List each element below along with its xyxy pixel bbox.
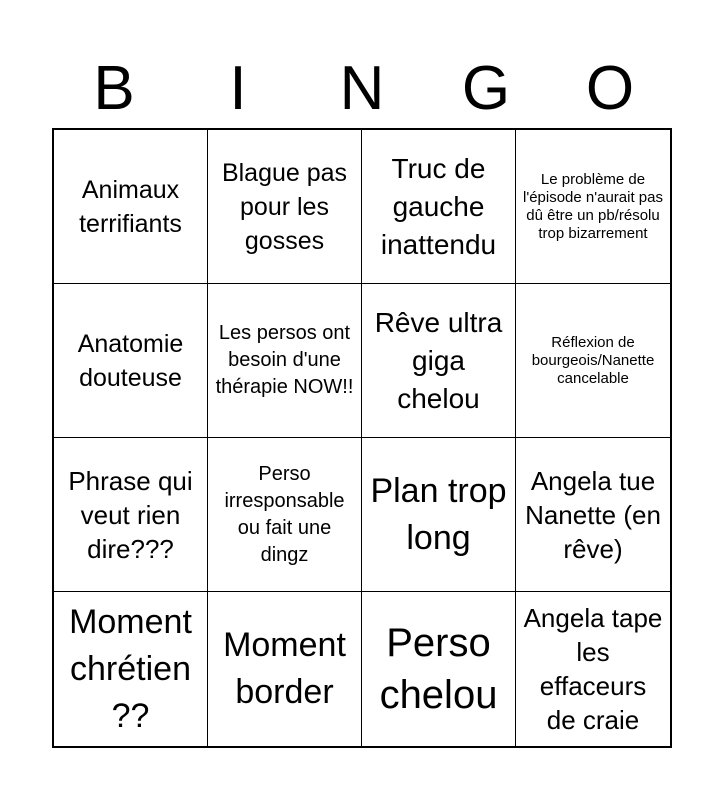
bingo-cell[interactable]: Plan trop long [362,438,516,592]
bingo-cell[interactable]: Perso irresponsable ou fait une dingz [208,438,362,592]
header-letter-o: O [585,54,635,123]
bingo-board [52,128,672,748]
header-letter-i: I [229,54,247,123]
header-letter-n: N [339,54,385,123]
bingo-header [52,50,672,128]
bingo-cell[interactable]: Réflexion de bourgeois/Nanette cancelable [516,284,670,438]
bingo-cell[interactable]: Les persos ont besoin d'une thérapie NOW!! [208,284,362,438]
bingo-cell[interactable]: Angela tue Nanette (en rêve) [516,438,670,592]
bingo-cell[interactable]: Blague pas pour les gosses [208,130,362,284]
bingo-cell[interactable]: Truc de gauche inattendu [362,130,516,284]
bingo-cell[interactable]: Perso chelou [362,592,516,746]
bingo-cell[interactable]: Le problème de l'épisode n'aurait pas dû être un pb/résolu trop bizarrement [516,130,670,284]
bingo-cell[interactable]: Rêve ultra giga chelou [362,284,516,438]
header-letter-b: B [93,54,135,123]
header-letter-g: G [461,54,511,123]
bingo-cell[interactable]: Phrase qui veut rien dire??? [54,438,208,592]
bingo-cell[interactable]: Anatomie douteuse [54,284,208,438]
bingo-cell[interactable]: Moment chrétien ?? [54,592,208,746]
bingo-cell[interactable]: Animaux terrifiants [54,130,208,284]
bingo-cell[interactable]: Angela tape les effaceurs de craie [523,603,663,735]
bingo-cell[interactable]: Moment border [208,592,362,746]
